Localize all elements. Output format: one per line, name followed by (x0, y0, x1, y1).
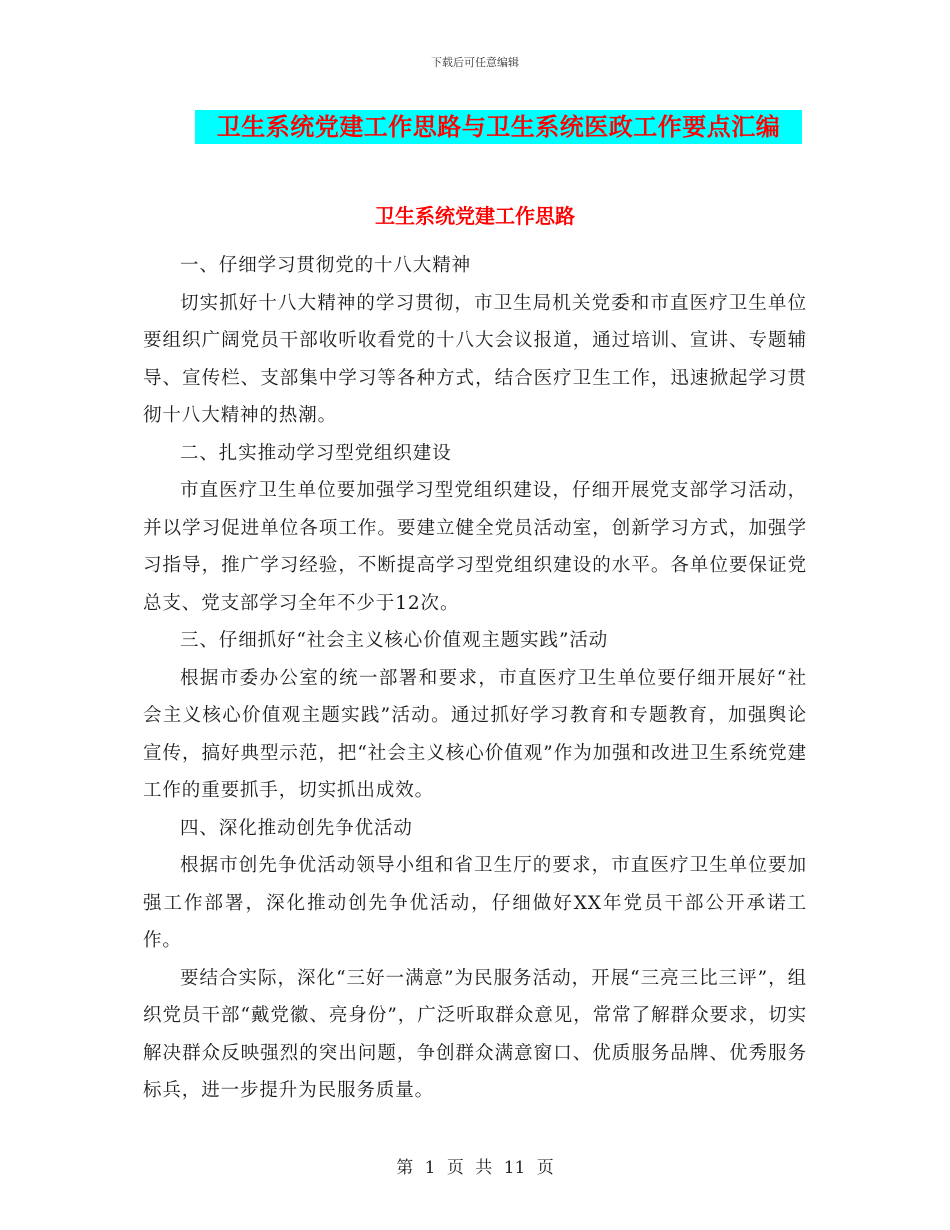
paragraph-4: 根据市创先争优活动领导小组和省卫生厅的要求，市直医疗卫生单位要加强工作部署，深化推动创先争优活动，仔细做好XX年党员干部公开承诺工作。 (143, 855, 807, 951)
document-body (143, 247, 807, 1110)
subheading-4: 四、深化推动创先争优活动 (180, 817, 413, 839)
section-title: 卫生系统党建工作思路 (375, 204, 575, 228)
paragraph-1: 切实抓好十八大精神的学习贯彻，市卫生局机关党委和市直医疗卫生单位要组织广阔党员干部收听收看党的十八大会议报道，通过培训、宣讲、专题辅导、宣传栏、支部集中学习等各种方式，结合医疗卫生工作，迅速掀起学习贯彻十八大精神的热潮。 (143, 292, 807, 426)
subheading-1: 一、仔细学习贯彻党的十八大精神 (180, 255, 472, 276)
paragraph-2: 市直医疗卫生单位要加强学习型党组织建设，仔细开展党支部学习活动，并以学习促进单位各项工作。要建立健全党员活动室，创新学习方式，加强学习指导，推广学习经验，不断提高学习型党组织建设的水平。各单位要保证党总支、党支部学习全年不少于12次。 (143, 480, 807, 614)
page-header: 下载后可任意编辑 (431, 56, 519, 69)
doc-title-highlight (195, 110, 802, 144)
doc-title: 卫生系统党建工作思路与卫生系统医政工作要点汇编 (216, 112, 781, 141)
paragraph-3: 根据市委办公室的统一部署和要求，市直医疗卫生单位要仔细开展好“社会主义核心价值观主题实践”活动。通过抓好学习教育和专题教育，加强舆论宣传，搞好典型示范，把“社会主义核心价值观”作为加强和改进卫生系统党建工作的重要抓手，切实抓出成效。 (143, 667, 807, 801)
paragraph-5: 要结合实际，深化“三好一满意”为民服务活动，开展“三亮三比三评”，组织党员干部“戴党徽、亮身份”，广泛听取群众意见，常常了解群众要求，切实解决群众反映强烈的突出问题，争创群众满意窗口、优质服务品牌、优秀服务标兵，进一步提升为民服务质量。 (143, 967, 807, 1101)
subheading-3: 三、仔细抓好“社会主义核心价值观主题实践”活动 (180, 630, 609, 651)
subheading-2: 二、扎实推动学习型党组织建设 (180, 442, 452, 464)
page-footer: 第 1 页 共 11 页 (396, 1158, 554, 1178)
